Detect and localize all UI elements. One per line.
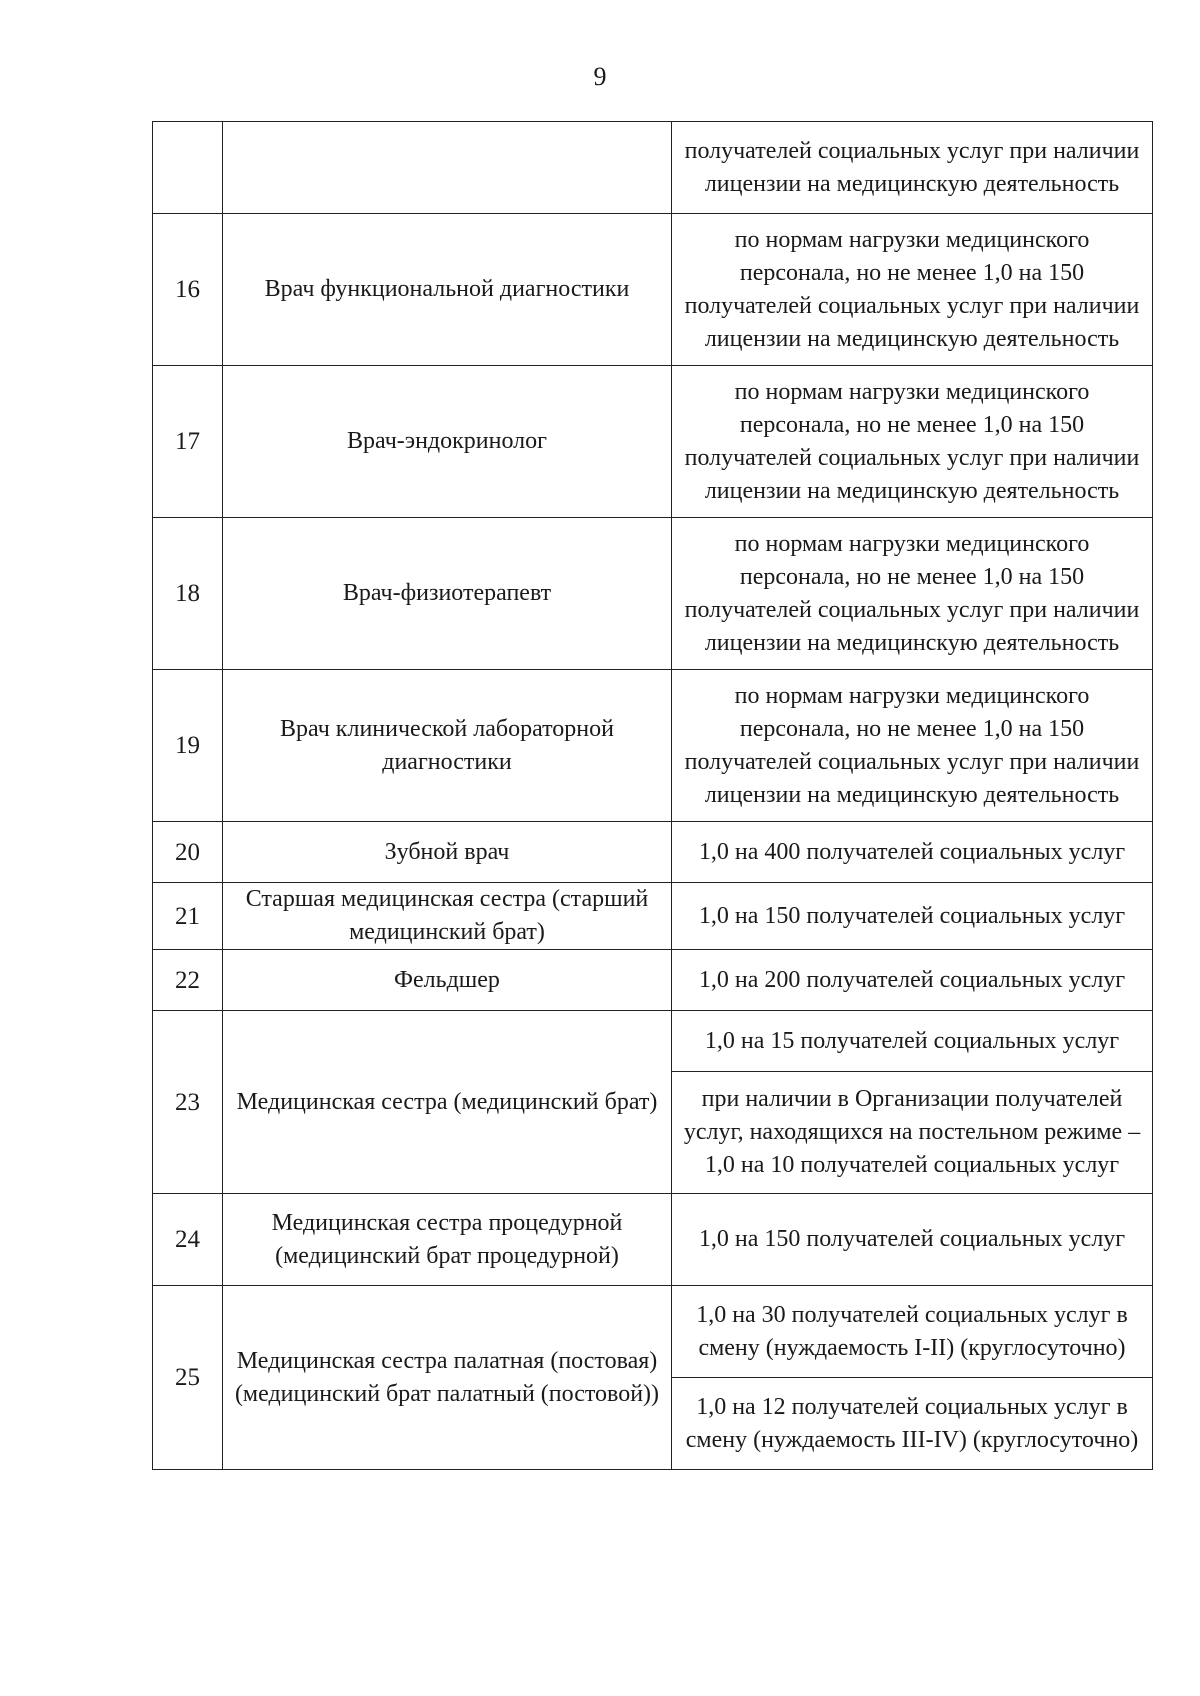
table-row — [153, 518, 1153, 670]
table-row — [153, 366, 1153, 518]
staffing-norm: 1,0 на 30 получателей социальных услуг в смену (нуждаемость I-II) (круглосуточно) — [672, 1286, 1153, 1378]
position-name: Зубной врач — [223, 822, 672, 883]
table-row — [153, 950, 1153, 1011]
staffing-norm: по нормам нагрузки медицинского персонала, но не менее 1,0 на 150 получателей социальных услуг при наличии лицензии на медицинскую деятельность — [672, 214, 1153, 366]
row-number: 22 — [153, 950, 223, 1011]
position-name: Врач клинической лабораторной диагностики — [223, 670, 672, 822]
table-row — [153, 1194, 1153, 1286]
staff-norms-table — [152, 121, 1153, 1470]
row-number: 21 — [153, 883, 223, 950]
row-number: 16 — [153, 214, 223, 366]
staffing-norm: по нормам нагрузки медицинского персонала, но не менее 1,0 на 150 получателей социальных услуг при наличии лицензии на медицинскую деятельность — [672, 518, 1153, 670]
page-number: 9 — [593, 62, 607, 91]
table-row — [153, 883, 1153, 950]
position-name: Фельдшер — [223, 950, 672, 1011]
table-row — [153, 214, 1153, 366]
position-name: Медицинская сестра (медицинский брат) — [223, 1011, 672, 1194]
staffing-norm: по нормам нагрузки медицинского персонала, но не менее 1,0 на 150 получателей социальных услуг при наличии лицензии на медицинскую деятельность — [672, 670, 1153, 822]
row-number: 23 — [153, 1011, 223, 1194]
table-row — [153, 1286, 1153, 1378]
staffing-norm: 1,0 на 150 получателей социальных услуг — [672, 1194, 1153, 1286]
table-row — [153, 822, 1153, 883]
staffing-norm: по нормам нагрузки медицинского персонала, но не менее 1,0 на 150 получателей социальных услуг при наличии лицензии на медицинскую деятельность — [672, 366, 1153, 518]
staffing-norm: получателей социальных услуг при наличии лицензии на медицинскую деятельность — [672, 122, 1153, 214]
staffing-norm: при наличии в Организации получателей услуг, находящихся на постельном режиме – 1,0 на 10 получателей социальных услуг — [672, 1072, 1153, 1194]
position-name: Врач функциональной диагностики — [223, 214, 672, 366]
row-number: 25 — [153, 1286, 223, 1470]
row-number: 17 — [153, 366, 223, 518]
row-number: 18 — [153, 518, 223, 670]
position-name: Старшая медицинская сестра (старший медицинский брат) — [223, 883, 672, 950]
table-row — [153, 670, 1153, 822]
staffing-norm: 1,0 на 12 получателей социальных услуг в смену (нуждаемость III-IV) (круглосуточно) — [672, 1378, 1153, 1470]
position-name: Врач-физиотерапевт — [223, 518, 672, 670]
position-name: Медицинская сестра процедурной (медицинский брат процедурной) — [223, 1194, 672, 1286]
row-number — [153, 122, 223, 214]
staffing-norm: 1,0 на 200 получателей социальных услуг — [672, 950, 1153, 1011]
table-row — [153, 122, 1153, 214]
staffing-norm: 1,0 на 15 получателей социальных услуг — [672, 1011, 1153, 1072]
row-number: 19 — [153, 670, 223, 822]
staffing-norm: 1,0 на 150 получателей социальных услуг — [672, 883, 1153, 950]
table-row — [153, 1011, 1153, 1072]
position-name: Медицинская сестра палатная (постовая) (медицинский брат палатный (постовой)) — [223, 1286, 672, 1470]
position-name — [223, 122, 672, 214]
row-number: 24 — [153, 1194, 223, 1286]
staffing-norm: 1,0 на 400 получателей социальных услуг — [672, 822, 1153, 883]
position-name: Врач-эндокринолог — [223, 366, 672, 518]
row-number: 20 — [153, 822, 223, 883]
